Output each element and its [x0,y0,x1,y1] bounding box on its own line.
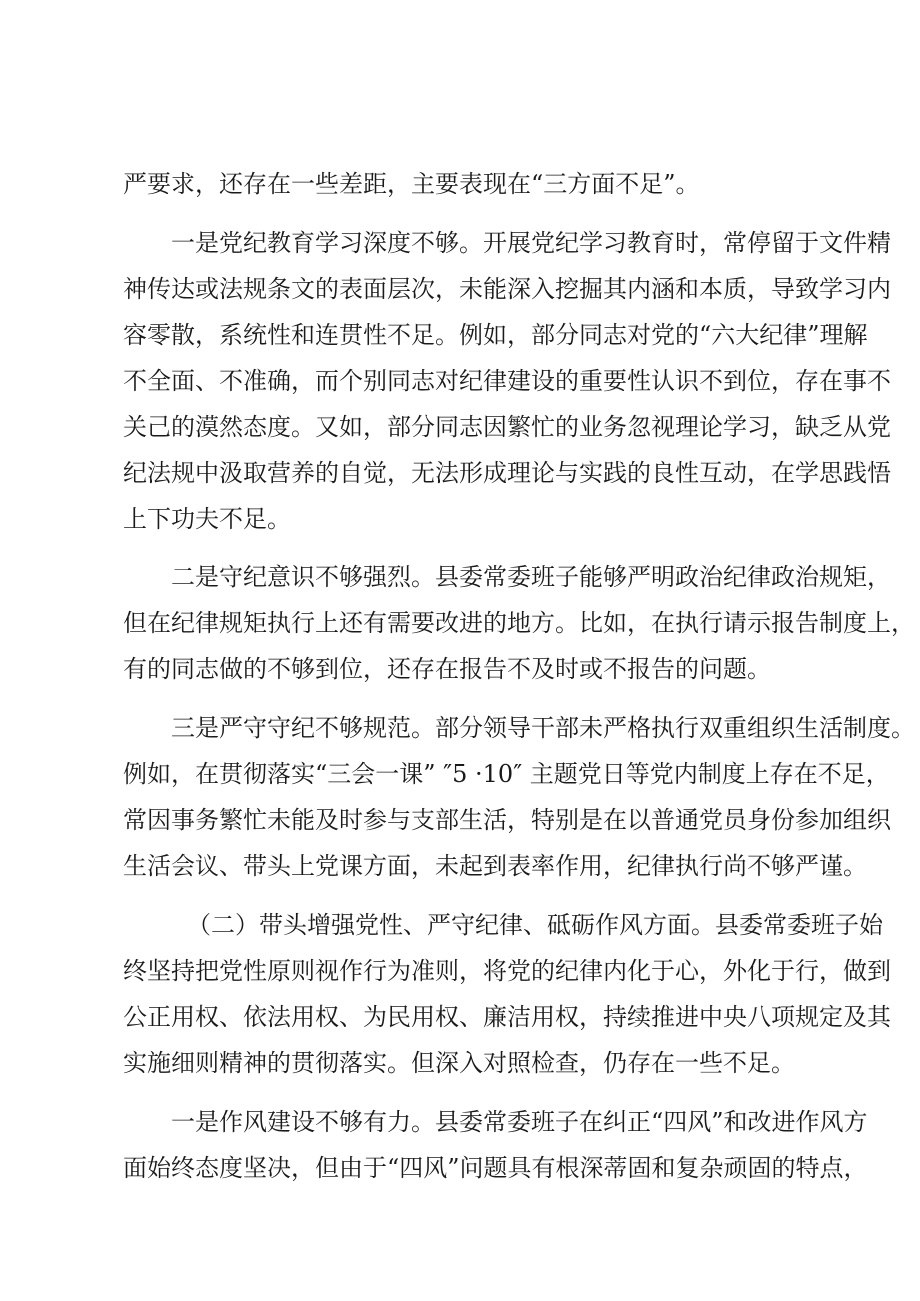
text-line-3: 神传达或法规条文的表面层次，未能深入挖掘其内涵和本质，导致学习内 [123,275,891,303]
text-line-16: （二）带头增强党性、严守纪律、砥砺作风方面。县委常委班子始 [187,911,883,939]
text-line-5: 不全面、不准确，而个别同志对纪律建设的重要性认识不到位，存在事不 [123,367,891,395]
text-line-17: 终坚持把党性原则视作行为准则，将党的纪律内化于心，外化于行，做到 [123,957,891,985]
text-line-15: 生活会议、带头上党课方面，未起到表率作用，纪律执行尚不够严谨。 [123,852,867,880]
text-line-18: 公正用权、依法用权、为民用权、廉洁用权，持续推进中央八项规定及其 [123,1003,891,1031]
text-line-1: 严要求，还存在一些差距，主要表现在“三方面不足”。 [123,170,700,198]
text-line-13: 例如，在贯彻落实“三会一课” ″5 ·10″ 主题党日等党内制度上存在不足， [123,760,890,788]
text-line-8: 上下功夫不足。 [123,505,291,533]
text-line-19: 实施细则精神的贯彻落实。但深入对照检查，仍存在一些不足。 [123,1049,795,1077]
text-line-14: 常因事务繁忙未能及时参与支部生活，特别是在以普通党员身份参加组织 [123,806,891,834]
text-line-11: 有的同志做的不够到位，还存在报告不及时或不报告的问题。 [123,655,771,683]
text-line-10: 但在纪律规矩执行上还有需要改进的地方。比如，在执行请示报告制度上， [123,609,915,637]
text-line-21: 面始终态度坚决，但由于“四风”问题具有根深蒂固和复杂顽固的特点， [123,1154,868,1182]
text-line-9: 二是守纪意识不够强烈。县委常委班子能够严明政治纪律政治规矩， [171,563,891,591]
text-line-12: 三是严守守纪不够规范。部分领导干部未严格执行双重组织生活制度。 [171,714,915,742]
text-line-7: 纪法规中汲取营养的自觉，无法形成理论与实践的良性互动，在学思践悟 [123,459,891,487]
text-line-2: 一是党纪教育学习深度不够。开展党纪学习教育时，常停留于文件精 [171,229,891,257]
text-line-6: 关己的漠然态度。又如，部分同志因繁忙的业务忽视理论学习，缺乏从党 [123,413,891,441]
text-line-20: 一是作风建设不够有力。县委常委班子在纠正“四风”和改进作风方 [171,1108,868,1136]
text-line-4: 容零散，系统性和连贯性不足。例如，部分同志对党的“六大纪律”理解 [123,321,868,349]
